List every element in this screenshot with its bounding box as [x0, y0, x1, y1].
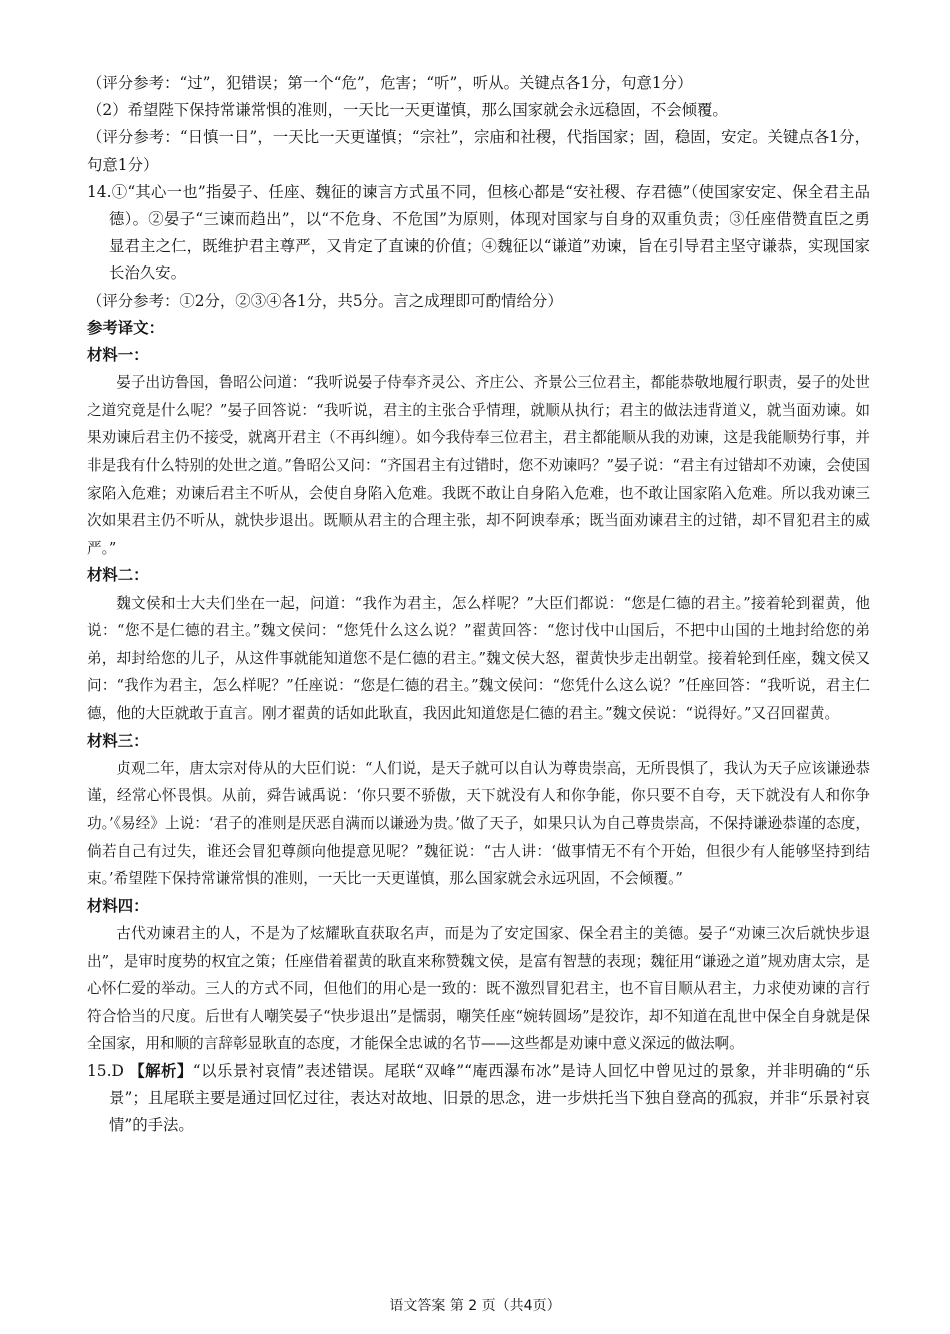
material-3-text: 贞观二年，唐太宗对侍从的大臣们说：“人们说，是天子就可以自认为尊贵崇高，无所畏惧了，我认为天子应该谦逊恭谨，经常心怀畏惧。从前，舜告诫禹说：‘你只要不骄傲，天下就没有人和你争能，你只要不自夸，天下就没有人和你争功。’《易经》上说：‘君子的准则是厌恶自满而以谦逊为贵。’做了天子，如果只认为自己尊贵崇高，不保持谦逊恭谨的态度，倘若自己有过失，谁还会冒犯尊颜向他提意见呢？”魏征说：“古人讲：‘做事情无不有个开始，但很少有人能够坚持到结束。’希望陛下保持常谦常惧的准则，一天比一天更谨慎，那么国家就会永远巩固，不会倾覆。” [87, 759, 870, 888]
question-14-answer: 14.①“其心一也”指晏子、任座、魏征的谏言方式虽不同，但核心都是“安社稷、存君德”（使国家安定、保全君主品德）。②晏子“三谏而趋出”，以“不危身、不危国”为原则，体现对国家与自身的双重负责；③任座借赞直臣之勇显君主之仁，既维护君主尊严，又肯定了直谏的价值；④魏征以“谦道”劝谏，旨在引导君主坚守谦恭，实现国家长治久安。 [87, 182, 870, 283]
material-3-heading: 材料三： [87, 731, 149, 750]
answer-item-2: （2）希望陛下保持常谦常惧的准则，一天比一天更谨慎，那么国家就会永远稳固，不会倾覆。 [87, 101, 728, 120]
page-footer: 语文答案 第 2 页（共4页） [389, 1298, 561, 1314]
analysis-tag: 【解析】 [129, 1061, 193, 1080]
material-2-text: 魏文侯和士大夫们坐在一起，问道：“我作为君主，怎么样呢？”大臣们都说：“您是仁德的君主。”接着轮到翟黄，他说：“您不是仁德的君主。”魏文侯问：“您凭什么这么说？”翟黄回答：“您讨伐中山国后，不把中山国的土地封给您的弟弟，却封给您的儿子，从这件事就能知道您不是仁德的君主。”魏文侯大怒，翟黄快步走出朝堂。接着轮到任座，魏文侯又问：“我作为君主，怎么样呢？”任座说：“您是仁德的君主。”魏文侯问：“您凭什么这么说？”任座回答：“我听说，君主仁德，他的大臣就敢于直言。刚才翟黄的话如此耿直，我因此知道您是仁德的君主。”魏文侯说：“说得好。”又召回翟黄。 [87, 594, 870, 722]
question-15-answer [87, 1058, 870, 1140]
material-1-heading: 材料一： [87, 346, 149, 365]
material-4-text: 古代劝谏君主的人，不是为了炫耀耿直获取名声，而是为了安定国家、保全君主的美德。晏子“劝谏三次后就快步退出”，是审时度势的权宜之策；任座借着翟黄的耿直来称赞魏文侯，是富有智慧的表现；魏征用“谦逊之道”规劝唐太宗，是心怀仁爱的举动。三人的方式不同，但他们的用心是一致的：既不激烈冒犯君主，也不盲目顺从君主，力求使劝谏的言行符合恰当的尺度。后世有人嘲笑晏子“快步退出”是懦弱，嘲笑任座“婉转圆场”是狡诈，却不知道在乱世中保全自身就是保全国家，用和顺的言辞彰显耿直的态度，才能保全忠诚的名节——这些都是劝谏中意义深远的做法啊。 [87, 924, 870, 1053]
question-15-text: “以乐景衬哀情”表述错误。尾联“双峰”“庵西瀑布冰”是诗人回忆中曾见过的景象，并非明确的“乐景”；且尾联主要是通过回忆过往，表达对故地、旧景的思念，进一步烘托当下独自登高的孤寂，并非“乐景衬哀情”的手法。 [109, 1061, 870, 1135]
material-1-text: 晏子出访鲁国，鲁昭公问道：“我听说晏子侍奉齐灵公、齐庄公、齐景公三位君主，都能恭敬地履行职责，晏子的处世之道究竟是什么呢？”晏子回答说：“我听说，君主的主张合乎情理，就顺从执行；君主的做法违背道义，就当面劝谏。如果劝谏后君主仍不接受，就离开君主（不再纠缠）。如今我侍奉三位君主，君主都能顺从我的劝谏，这是我能顺势行事，并非是我有什么特别的处世之道。”鲁昭公又问：“齐国君主有过错时，您不劝谏吗？”晏子说：“君主有过错却不劝谏，会使国家陷入危难；劝谏后君主不听从，会使自身陷入危难。我既不敢让自身陷入危难，也不敢让国家陷入危难。所以我劝谏三次如果君主仍不听从，就快步退出。既顺从君主的合理主张，却不阿谀奉承；既当面劝谏君主的过错，却不冒犯君主的威严。” [87, 374, 870, 557]
scoring-note-2: （评分参考：“日慎一日”，一天比一天更谨慎；“宗社”，宗庙和社稷，代指国家；固，稳固，安定。关键点各1分，句意1分） [87, 128, 870, 174]
question-15-label: 15.D [87, 1061, 124, 1080]
scoring-note-1: （评分参考：“过”，犯错误；第一个“危”，危害；“听”，听从。关键点各1分，句意1分） [87, 74, 693, 92]
material-4-heading: 材料四： [87, 896, 149, 915]
question-14-scoring: （评分参考：①2分，②③④各1分，共5分。言之成理即可酌情给分） [87, 291, 563, 310]
material-2-heading: 材料二： [87, 566, 149, 585]
translation-heading: 参考译文： [87, 318, 164, 337]
